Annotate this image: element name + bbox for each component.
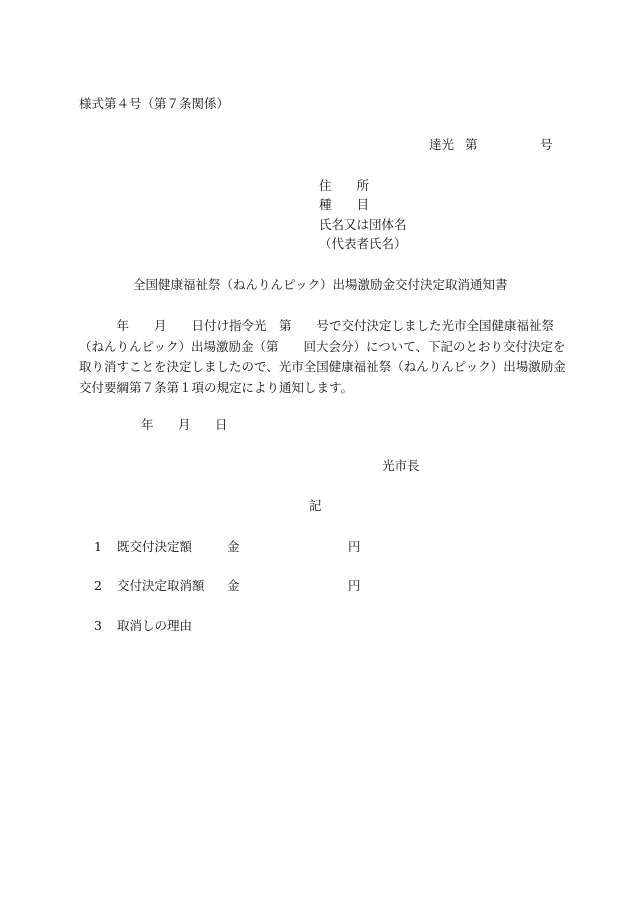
date-year: 年: [141, 417, 154, 432]
doc-number-prefix: 達光: [429, 137, 455, 152]
issuer: 光市長: [382, 458, 420, 473]
body-line-2: （ねんりんピック）出場激励金（第 回大会分）について、下記のとおり交付決定を: [79, 339, 566, 354]
item-label: 交付決定取消額: [117, 578, 205, 593]
doc-number-dai: 第: [465, 137, 478, 152]
document-title: 全国健康福祉祭（ねんりんピック）出場激励金交付決定取消通知書: [133, 277, 508, 292]
item-kin: 金: [227, 578, 240, 593]
body-line-3: 取り消すことを決定しましたので、光市全国健康福祉祭（ねんりんピック）出場激励金: [79, 359, 566, 374]
item-en: 円: [348, 578, 361, 593]
body-line-1: 年 月 日付け指令光 第 号で交付決定しました光市全国健康福祉祭: [79, 318, 555, 333]
item-label: 既交付決定額: [117, 539, 193, 554]
doc-number-go: 号: [540, 137, 553, 152]
date-month: 月: [178, 417, 191, 432]
item-number: 2: [94, 578, 102, 593]
item-label: 取消しの理由: [117, 618, 193, 633]
ki-heading: 記: [309, 498, 322, 513]
body-line-4: 交付要綱第７条第１項の規定により通知します。: [79, 380, 354, 395]
type-label: 種 目: [319, 197, 370, 212]
date-day: 日: [215, 417, 228, 432]
address-label: 住 所: [319, 178, 370, 193]
representative-label: （代表者氏名）: [319, 236, 407, 251]
name-label: 氏名又は団体名: [319, 217, 407, 232]
form-header: 様式第４号（第７条関係）: [79, 96, 230, 111]
item-number: 1: [94, 539, 102, 554]
item-number: 3: [94, 618, 102, 633]
item-en: 円: [348, 539, 361, 554]
item-kin: 金: [227, 539, 240, 554]
